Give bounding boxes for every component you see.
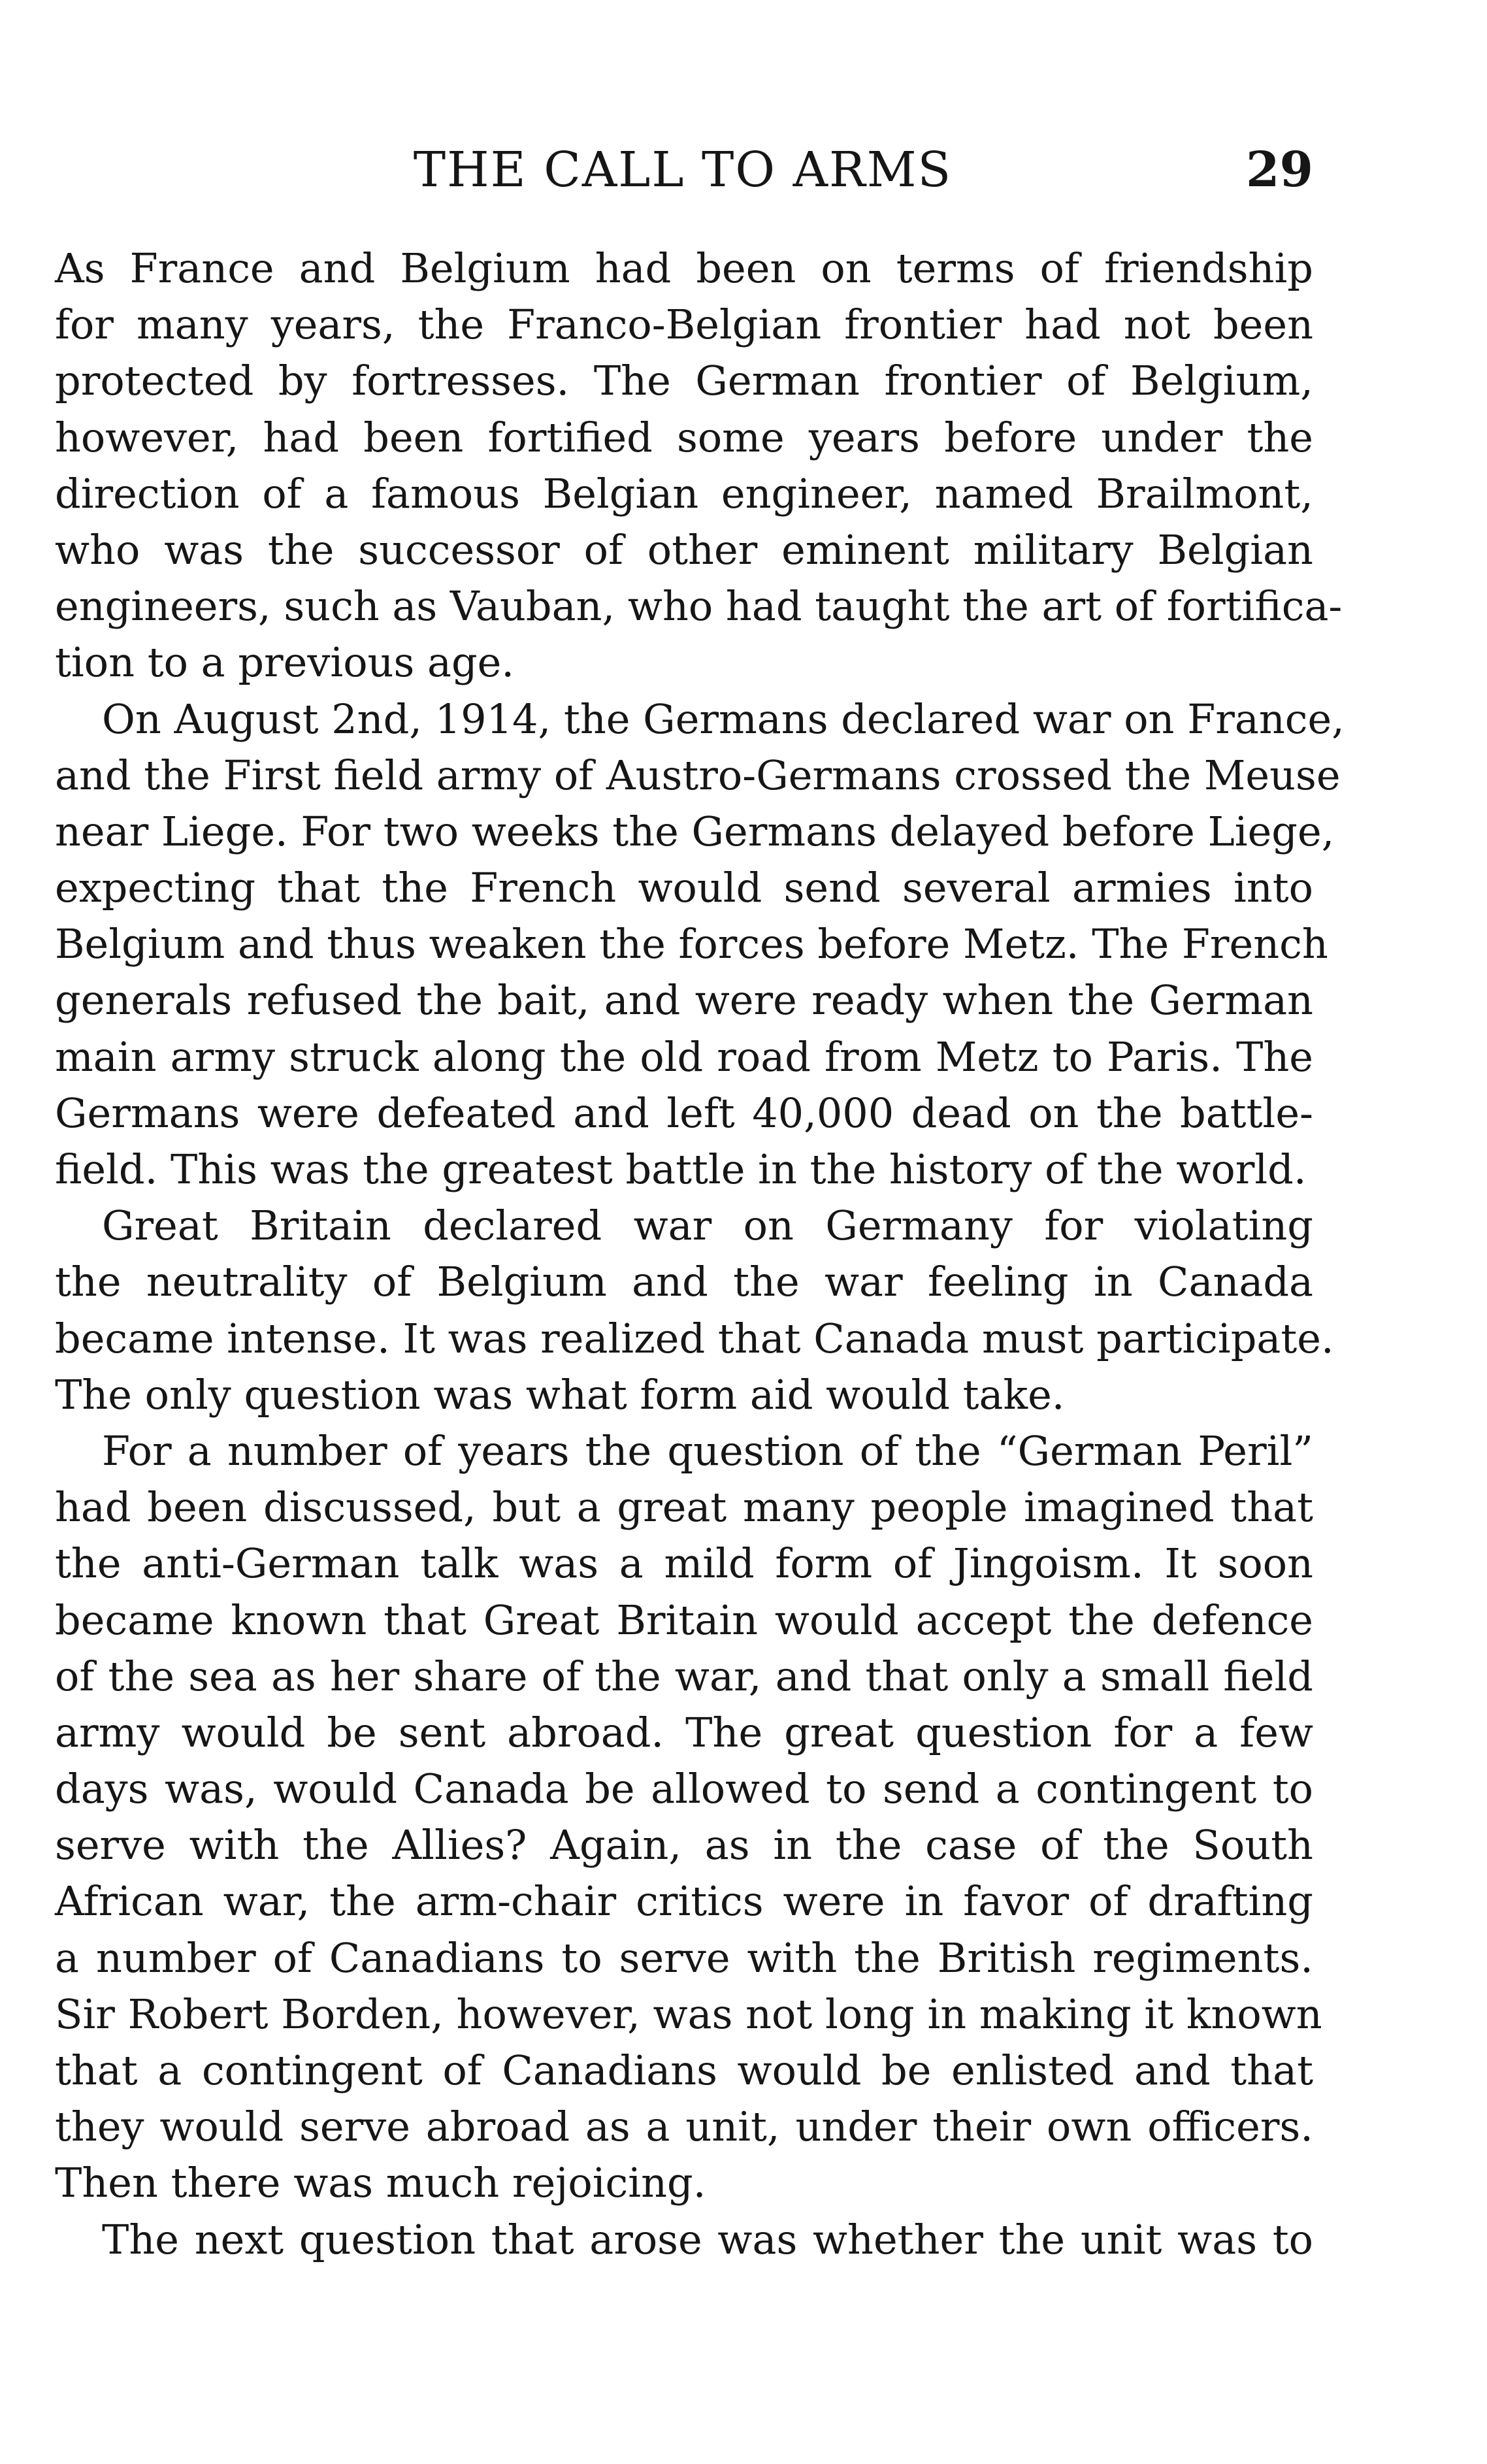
- text-line: field. This was the greatest battle in the history of the world.: [55, 1145, 1307, 1193]
- text-line: African war, the arm-chair critics were in favor of drafting: [55, 1877, 1313, 1926]
- body-text: [55, 240, 1345, 2268]
- text-line: Germans were defeated and left 40,000 dead on the battle-: [55, 1089, 1313, 1137]
- text-line: became known that Great Britain would accept the defence: [55, 1596, 1313, 1644]
- text-line: a number of Canadians to serve with the British regiments.: [55, 1933, 1313, 1982]
- text-line: however, had been fortified some years before under the: [55, 413, 1313, 461]
- text-line: army would be sent abroad. The great question for a few: [55, 1708, 1313, 1756]
- text-line: Great Britain declared war on Germany for violating: [102, 1202, 1313, 1250]
- text-line: expecting that the French would send several armies into: [55, 864, 1313, 912]
- text-line: they would serve abroad as a unit, under their own officers.: [55, 2103, 1313, 2151]
- text-line: direction of a famous Belgian engineer, named Brailmont,: [55, 469, 1313, 517]
- text-line: The only question was what form aid would take.: [55, 1370, 1065, 1419]
- text-line: the anti-German talk was a mild form of Jingoism. It soon: [55, 1539, 1313, 1588]
- text-line: generals refused the bait, and were ready when the German: [55, 976, 1313, 1025]
- text-line: As France and Belgium had been on terms of friendship: [55, 244, 1313, 292]
- text-line: near Liege. For two weeks the Germans delayed before Liege,: [55, 807, 1335, 855]
- text-line: serve with the Allies? Again, as in the case of the South: [55, 1821, 1313, 1869]
- text-line: that a contingent of Canadians would be enlisted and that: [55, 2046, 1313, 2094]
- text-line: of the sea as her share of the war, and that only a small field: [55, 1652, 1313, 1700]
- text-line: On August 2nd, 1914, the Germans declared war on France,: [102, 695, 1345, 743]
- running-title: THE CALL TO ARMS: [413, 142, 953, 198]
- text-line: tion to a previous age.: [55, 638, 515, 687]
- text-line: and the First field army of Austro-Germans crossed the Meuse: [55, 751, 1341, 799]
- text-line: Then there was much rejoicing.: [55, 2159, 706, 2207]
- running-head: [52, 134, 1313, 206]
- text-line: main army struck along the old road from Metz to Paris. The: [55, 1032, 1313, 1081]
- text-line: For a number of years the question of the “German Peril”: [102, 1426, 1313, 1475]
- text-line: became intense. It was realized that Canada must participate.: [55, 1314, 1334, 1362]
- text-line: Belgium and thus weaken the forces before Metz. The French: [55, 920, 1328, 968]
- text-line: had been discussed, but a great many people imagined that: [55, 1483, 1313, 1532]
- text-line: days was, would Canada be allowed to send a contingent to: [55, 1765, 1313, 1813]
- text-line: the neutrality of Belgium and the war feeling in Canada: [55, 1258, 1313, 1306]
- text-line: for many years, the Franco-Belgian frontier had not been: [55, 301, 1313, 349]
- text-line: Sir Robert Borden, however, was not long in making it known: [55, 1990, 1322, 2038]
- text-line: protected by fortresses. The German frontier of Belgium,: [55, 357, 1313, 405]
- text-line: who was the successor of other eminent military Belgian: [55, 525, 1313, 574]
- text-line: The next question that arose was whether the unit was to: [102, 2215, 1313, 2263]
- text-line: engineers, such as Vauban, who had taught the art of fortifica-: [55, 582, 1343, 631]
- page-number: 29: [1246, 142, 1313, 198]
